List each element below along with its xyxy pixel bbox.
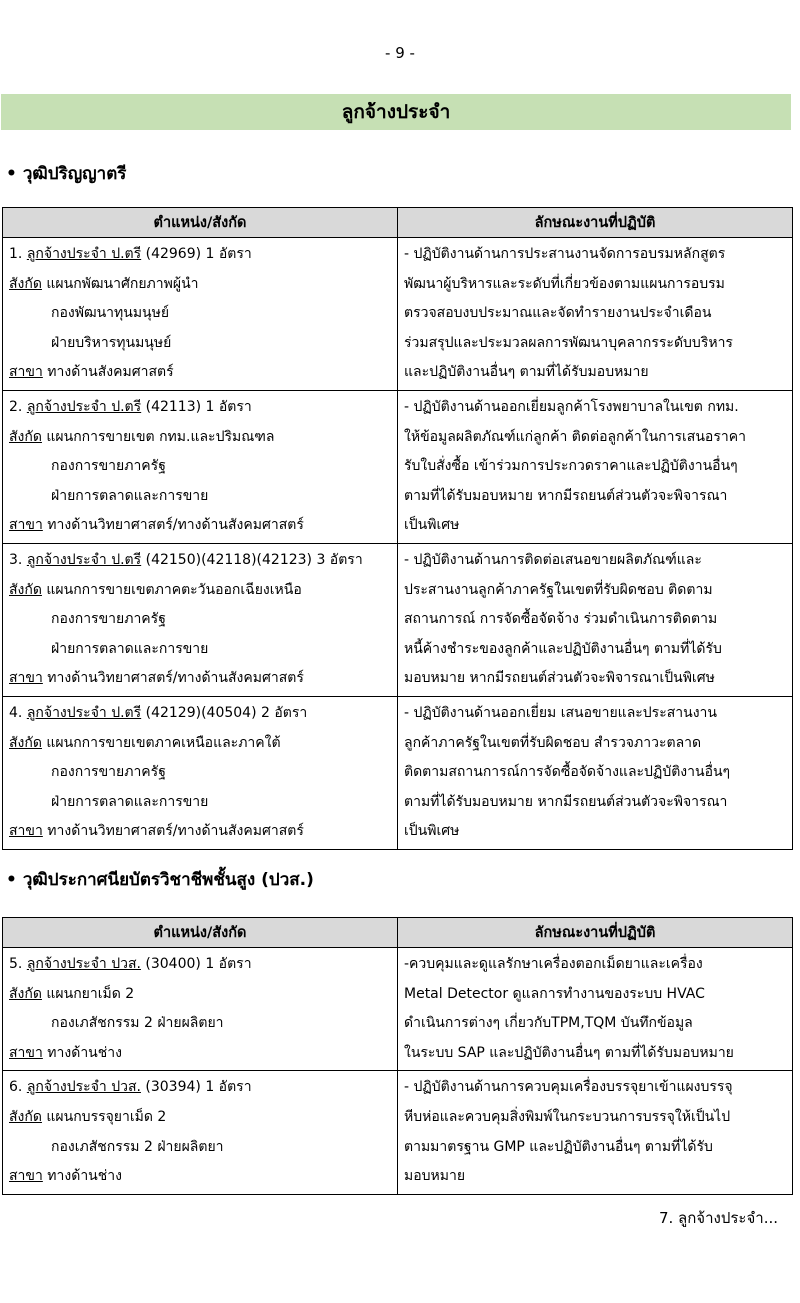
position-number: 1. (9, 246, 23, 262)
description-line: มอบหมาย (404, 1168, 466, 1185)
section-heading-bachelor (6, 160, 126, 187)
section-heading-diploma (6, 866, 314, 893)
affiliation-label: สังกัด (9, 275, 42, 292)
branch-value: ทางด้านสังคมศาสตร์ (47, 364, 174, 381)
position-code-count: (42129)(40504) 2 อัตรา (141, 704, 308, 721)
position-cell (3, 238, 398, 391)
affiliation-line (9, 329, 391, 359)
description-cell (398, 1071, 793, 1194)
section-heading-text: วุฒิปริญญาตรี (22, 164, 127, 184)
position-title-link: ลูกจ้างประจำ ป.ตรี (26, 704, 142, 721)
description-line: ตามมาตรฐาน GMP และปฏิบัติงานอื่นๆ ตามที่ได้รับ (404, 1138, 713, 1155)
position-title-link: ลูกจ้างประจำ ป.ตรี (26, 398, 142, 415)
affiliation-line (9, 270, 391, 300)
description-line: ติดตามสถานการณ์การจัดซื้อจัดจ้างและปฏิบัติงานอื่นๆ (404, 764, 731, 781)
affiliation-unit: แผนกพัฒนาศักยภาพผู้นำ (46, 275, 199, 292)
affiliation-unit: กองเภสัชกรรม 2 ฝ่ายผลิตยา (51, 1138, 224, 1155)
branch-line (9, 664, 391, 694)
affiliation-unit: ฝ่ายการตลาดและการขาย (51, 487, 209, 504)
branch-value: ทางด้านช่าง (47, 1168, 122, 1185)
affiliation-label: สังกัด (9, 985, 42, 1002)
table-row (3, 543, 793, 696)
affiliation-unit: กองการขายภาครัฐ (51, 458, 166, 475)
description-line: เป็นพิเศษ (404, 517, 460, 534)
description-line: เป็นพิเศษ (404, 823, 460, 840)
position-number: 2. (9, 398, 23, 415)
affiliation-unit: ฝ่ายการตลาดและการขาย (51, 640, 209, 657)
affiliation-unit: แผนกการขายเขต กทม.และปริมณฑล (46, 428, 275, 445)
position-number: 6. (9, 1079, 23, 1096)
position-title-link: ลูกจ้างประจำ ปวส. (26, 956, 141, 972)
position-number: 4. (9, 704, 23, 721)
description-line: หนี้ค้างชำระของลูกค้าและปฏิบัติงานอื่นๆ ตามที่ได้รับ (404, 640, 722, 657)
affiliation-line (9, 980, 391, 1010)
description-line: - ปฏิบัติงานด้านการประสานงานจัดการอบรมหลักสูตร (404, 246, 726, 262)
affiliation-line (9, 635, 391, 665)
affiliation-line (9, 299, 391, 329)
bullet-icon: • (6, 870, 17, 890)
position-cell (3, 543, 398, 696)
description-line: รับใบสั่งซื้อ เข้าร่วมการประกวดราคาและปฏิบัติงานอื่นๆ (404, 458, 738, 475)
branch-line (9, 817, 391, 847)
position-title (9, 240, 391, 270)
affiliation-unit: แผนกบรรจุยาเม็ด 2 (46, 1108, 167, 1125)
branch-label: สาขา (9, 823, 43, 840)
description-line: ในระบบ SAP และปฏิบัติงานอื่นๆ ตามที่ได้รับมอบหมาย (404, 1044, 734, 1061)
affiliation-label: สังกัด (9, 734, 42, 751)
position-title-link: ลูกจ้างประจำ ป.ตรี (26, 551, 142, 568)
affiliation-unit: แผนกการขายเขตภาคตะวันออกเฉียงเหนือ (46, 581, 302, 598)
affiliation-label: สังกัด (9, 1108, 42, 1125)
branch-label: สาขา (9, 1168, 43, 1185)
affiliation-line (9, 1103, 391, 1133)
affiliation-unit: ฝ่ายบริหารทุนมนุษย์ (51, 334, 172, 351)
table-row (3, 1071, 793, 1194)
description-line: ร่วมสรุปและประมวลผลการพัฒนาบุคลากรระดับบริหาร (404, 334, 733, 351)
affiliation-unit: ฝ่ายการตลาดและการขาย (51, 793, 209, 810)
description-line: สถานการณ์ การจัดซื้อจัดจ้าง ร่วมดำเนินการติดตาม (404, 611, 718, 628)
affiliation-line (9, 423, 391, 453)
description-cell (398, 238, 793, 391)
description-line: - ปฏิบัติงานด้านการติดต่อเสนอขายผลิตภัณฑ์และ (404, 551, 702, 568)
affiliation-line (9, 482, 391, 512)
table-row (3, 948, 793, 1071)
jobs-table-diploma (2, 917, 793, 1195)
position-title (9, 699, 391, 729)
description-line: - ปฏิบัติงานด้านออกเยี่ยมลูกค้าโรงพยาบาลในเขต กทม. (404, 398, 739, 415)
branch-label: สาขา (9, 517, 43, 534)
position-code-count: (42113) 1 อัตรา (141, 398, 252, 415)
affiliation-unit: กองการขายภาครัฐ (51, 611, 166, 628)
position-cell (3, 696, 398, 849)
description-line: ให้ข้อมูลผลิตภัณฑ์แก่ลูกค้า ติดต่อลูกค้าในการเสนอราคา (404, 428, 746, 445)
page-number: - 9 - (385, 44, 415, 62)
jobs-table-bachelor (2, 207, 793, 850)
position-code-count: (42969) 1 อัตรา (141, 246, 252, 262)
affiliation-line (9, 452, 391, 482)
table-row (3, 390, 793, 543)
table-row (3, 238, 793, 391)
branch-line (9, 1162, 391, 1192)
position-title-link: ลูกจ้างประจำ ปวส. (26, 1079, 141, 1096)
table-header-row (3, 918, 793, 948)
branch-value: ทางด้านวิทยาศาสตร์/ทางด้านสังคมศาสตร์ (47, 670, 304, 687)
affiliation-line (9, 605, 391, 635)
description-line: พัฒนาผู้บริหารและระดับที่เกี่ยวข้องตามแผนการอบรม (404, 275, 725, 292)
description-line: หีบห่อและควบคุมสิ่งพิมพ์ในกระบวนการบรรจุให้เป็นไป (404, 1108, 731, 1125)
footer-continuation-note: 7. ลูกจ้างประจำ... (658, 1209, 778, 1227)
position-title (9, 1073, 391, 1103)
position-code-count: (30400) 1 อัตรา (140, 956, 252, 972)
header-description: ลักษณะงานที่ปฏิบัติ (398, 208, 793, 238)
description-line: ตรวจสอบงบประมาณและจัดทำรายงานประจำเดือน (404, 305, 712, 322)
description-line: ตามที่ได้รับมอบหมาย หากมีรถยนต์ส่วนตัวจะพิจารณา (404, 793, 728, 810)
affiliation-line (9, 729, 391, 759)
position-number: 5. (9, 956, 23, 972)
affiliation-unit: กองเภสัชกรรม 2 ฝ่ายผลิตยา (51, 1015, 224, 1032)
affiliation-unit: แผนกการขายเขตภาคเหนือและภาคใต้ (46, 734, 281, 751)
description-cell (398, 543, 793, 696)
description-line: ลูกค้าภาครัฐในเขตที่รับผิดชอบ สำรวจภาวะตลาด (404, 734, 702, 751)
branch-value: ทางด้านวิทยาศาสตร์/ทางด้านสังคมศาสตร์ (47, 823, 304, 840)
affiliation-line (9, 576, 391, 606)
branch-label: สาขา (9, 364, 43, 381)
position-cell (3, 390, 398, 543)
position-title (9, 950, 391, 980)
position-cell (3, 948, 398, 1071)
affiliation-unit: แผนกยาเม็ด 2 (46, 985, 135, 1002)
position-title (9, 393, 391, 423)
header-position: ตำแหน่ง/สังกัด (3, 208, 398, 238)
affiliation-line (9, 1009, 391, 1039)
table-header-row (3, 208, 793, 238)
description-line: มอบหมาย หากมีรถยนต์ส่วนตัวจะพิจารณาเป็นพิเศษ (404, 670, 715, 687)
branch-line (9, 1039, 391, 1069)
position-title-link: ลูกจ้างประจำ ป.ตรี (26, 246, 142, 262)
affiliation-line (9, 788, 391, 818)
position-cell (3, 1071, 398, 1194)
description-line: ดำเนินการต่างๆ เกี่ยวกับTPM,TQM บันทึกข้อมูล (404, 1015, 693, 1032)
affiliation-unit: กองพัฒนาทุนมนุษย์ (51, 305, 170, 322)
description-cell (398, 390, 793, 543)
bullet-icon: • (6, 164, 17, 184)
position-code-count: (42150)(42118)(42123) 3 อัตรา (141, 551, 363, 568)
section-heading-text: วุฒิประกาศนียบัตรวิชาชีพชั้นสูง (ปวส.) (22, 870, 314, 890)
branch-label: สาขา (9, 1044, 43, 1061)
affiliation-label: สังกัด (9, 428, 42, 445)
description-line: -ควบคุมและดูแลรักษาเครื่องตอกเม็ดยาและเครื่อง (404, 956, 703, 972)
branch-value: ทางด้านวิทยาศาสตร์/ทางด้านสังคมศาสตร์ (47, 517, 304, 534)
affiliation-label: สังกัด (9, 581, 42, 598)
banner-title: ลูกจ้างประจำ (1, 94, 791, 130)
affiliation-unit: กองการขายภาครัฐ (51, 764, 166, 781)
header-description: ลักษณะงานที่ปฏิบัติ (398, 918, 793, 948)
description-line: และปฏิบัติงานอื่นๆ ตามที่ได้รับมอบหมาย (404, 364, 649, 381)
branch-label: สาขา (9, 670, 43, 687)
branch-line (9, 358, 391, 388)
position-code-count: (30394) 1 อัตรา (140, 1079, 252, 1096)
table-row (3, 696, 793, 849)
affiliation-line (9, 758, 391, 788)
affiliation-line (9, 1133, 391, 1163)
description-line: ตามที่ได้รับมอบหมาย หากมีรถยนต์ส่วนตัวจะพิจารณา (404, 487, 728, 504)
description-cell (398, 696, 793, 849)
branch-value: ทางด้านช่าง (47, 1044, 122, 1061)
description-line: ประสานงานลูกค้าภาครัฐในเขตที่รับผิดชอบ ติดตาม (404, 581, 713, 598)
description-line: - ปฏิบัติงานด้านการควบคุมเครื่องบรรจุยาเข้าแผงบรรจุ (404, 1079, 733, 1096)
description-line: Metal Detector ดูแลการทำงานของระบบ HVAC (404, 985, 705, 1002)
position-title (9, 546, 391, 576)
branch-line (9, 511, 391, 541)
description-cell (398, 948, 793, 1071)
position-number: 3. (9, 551, 23, 568)
description-line: - ปฏิบัติงานด้านออกเยี่ยม เสนอขายและประสานงาน (404, 704, 717, 721)
header-position: ตำแหน่ง/สังกัด (3, 918, 398, 948)
